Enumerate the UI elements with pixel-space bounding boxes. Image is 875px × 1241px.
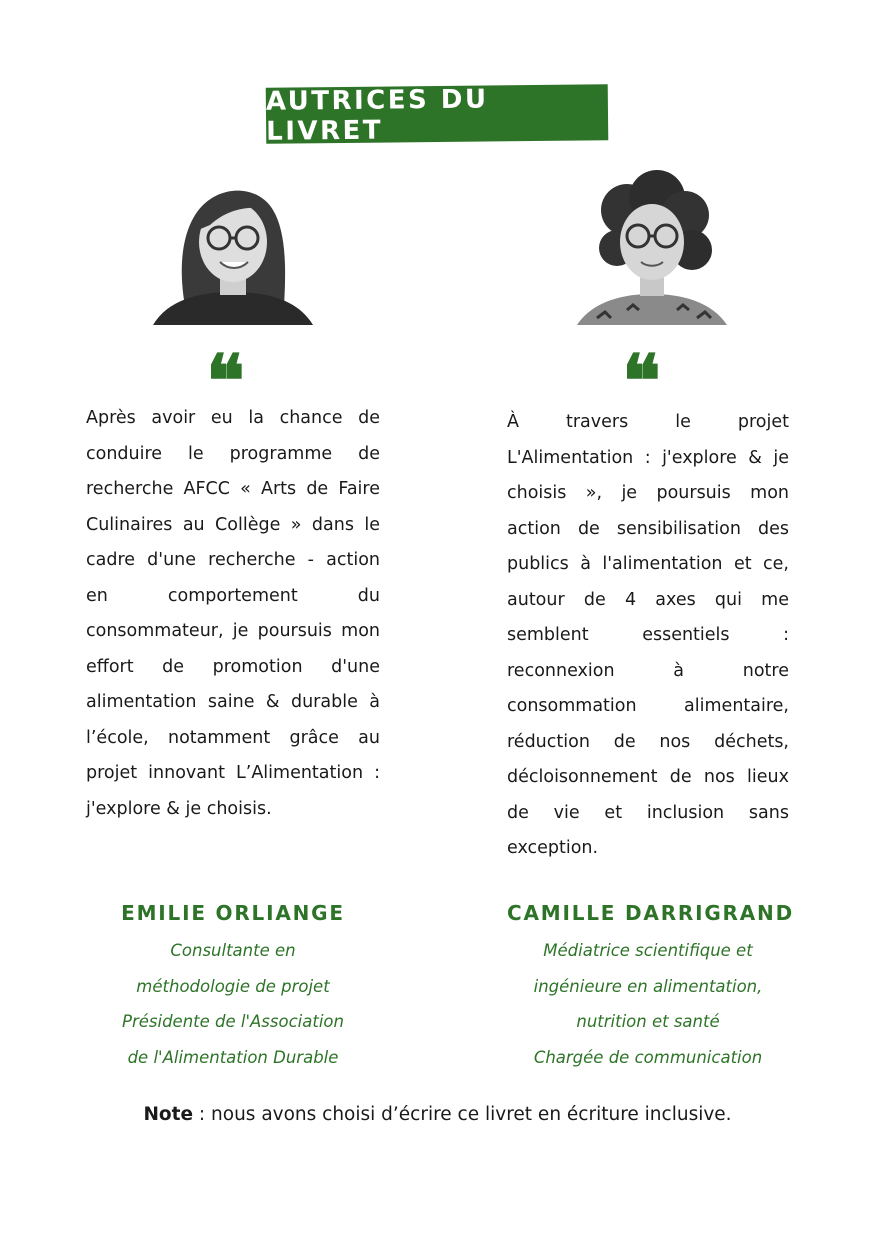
author-roles bbox=[507, 933, 789, 1075]
author-role-line: Présidente de l'Association bbox=[122, 1012, 344, 1031]
note-label: Note bbox=[143, 1104, 194, 1125]
author-role-line: ingénieure en alimentation, bbox=[533, 976, 763, 996]
author-name: CAMILLE DARRIGRAND bbox=[507, 901, 794, 925]
portrait-photo-icon bbox=[148, 170, 318, 325]
author-roles bbox=[86, 933, 380, 1075]
author-role-line: méthodologie de projet bbox=[136, 976, 330, 996]
author-name: EMILIE ORLIANGE bbox=[121, 901, 345, 925]
left-double-quote-icon: ❝ bbox=[206, 338, 245, 423]
left-double-quote-icon: ❝ bbox=[622, 338, 661, 423]
author-quote-text: Après avoir eu la chance de conduire le programme de recherche AFCC « Arts de Faire Culinaires au Collège » dans le cadre d'une recherche - action en comportement du consommateur, je poursuis mon effort de promotion d'une alimentation saine & durable à l’école, notamment grâce au projet innovant L’Alimentation : j'explore & je choisis. bbox=[86, 408, 380, 819]
author-role-line: Consultante en bbox=[170, 941, 296, 960]
author-quote-text: À travers le projet L'Alimentation : j'explore & je choisis », je poursuis mon action de sensibilisation des publics à l'alimentation et ce, autour de 4 axes qui me semblent essentiels : reconnexion à notre consommation alimentaire, réduction de nos déchets, décloisonnement de nos lieux de vie et inclusion sans exception. bbox=[507, 412, 789, 858]
title-banner bbox=[265, 84, 609, 147]
author-role-line: Médiatrice scientifique et bbox=[543, 941, 753, 960]
author-role-line: de l'Alimentation Durable bbox=[127, 1047, 339, 1067]
author-role-line: Chargée de communication bbox=[533, 1047, 763, 1067]
note-text: : nous avons choisi d’écrire ce livret en écriture inclusive. bbox=[193, 1104, 732, 1125]
portrait-photo-icon bbox=[567, 170, 737, 325]
author-role-line: nutrition et santé bbox=[576, 1012, 720, 1031]
page-title: AUTRICES DU LIVRET bbox=[265, 84, 489, 147]
inclusive-writing-note bbox=[0, 1104, 875, 1125]
